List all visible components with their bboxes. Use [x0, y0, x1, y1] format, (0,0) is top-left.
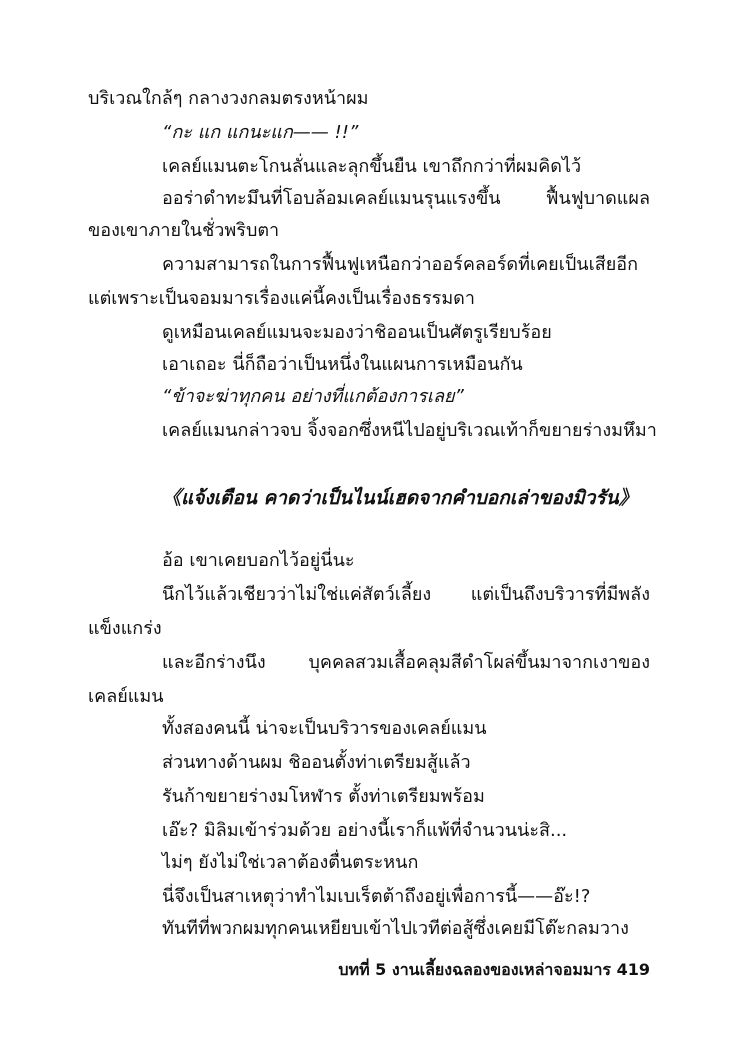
text-line: ทั้งสองคนนี้ น่าจะเป็นบริวารของเคลย์แมน — [162, 718, 487, 739]
page-footer: บทที่ 5 งานเลี้ยงฉลองของเหล่าจอมมาร 419 — [338, 960, 650, 979]
text-line: เอาเถอะ นี่ก็ถือว่าเป็นหนึ่งในแผนการเหมือนกัน — [162, 354, 523, 375]
text-line: อ้อ เขาเคยบอกไว้อยู่นี่นะ — [162, 550, 355, 571]
text-line: และอีกร่างนึง บุคคลสวมเสื้อคลุมสีดำโผล่ขึ้นมาจากเงาของ — [162, 652, 650, 673]
text-line: รันก้าขยายร่างมโหฬาร ตั้งท่าเตรียมพร้อม — [162, 786, 485, 807]
text-line: นี่จึงเป็นสาเหตุว่าทำไมเบเร็ตต้าถึงอยู่เพื่อการนี้——อ๊ะ!? — [162, 886, 591, 907]
text-line: ดูเหมือนเคลย์แมนจะมองว่าชิออนเป็นศัตรูเรียบร้อย — [162, 322, 552, 343]
system-notice-heading: 《แจ้งเตือน คาดว่าเป็นไนน์เฮดจากคำบอกเล่าของมิวรัน》 — [162, 487, 638, 509]
text-line: เคลย์แมน — [88, 686, 164, 707]
text-line: แข็งแกร่ง — [88, 618, 162, 639]
text-line: ทันทีที่พวกผมทุกคนเหยียบเข้าไปเวทีต่อสู้ซึ่งเคยมีโต๊ะกลมวาง — [162, 918, 629, 939]
text-line: ความสามารถในการฟื้นฟูเหนือกว่าออร์คลอร์ดที่เคยเป็นเสียอีก — [162, 254, 638, 275]
dialogue-line: “ข้าจะฆ่าทุกคน อย่างที่แกต้องการเลย” — [162, 386, 464, 407]
text-line: ส่วนทางด้านผม ชิออนตั้งท่าเตรียมสู้แล้ว — [162, 752, 471, 773]
text-line: ไม่ๆ ยังไม่ใช่เวลาต้องตื่นตระหนก — [162, 852, 419, 873]
text-line: แต่เพราะเป็นจอมมารเรื่องแค่นี้คงเป็นเรื่องธรรมดา — [88, 288, 475, 309]
text-line: เอ๊ะ? มิลิมเข้าร่วมด้วย อย่างนี้เราก็แพ้ที่จำนวนน่ะสิ... — [162, 820, 568, 841]
dialogue-line: “กะ แก แกนะแก—— !!” — [162, 122, 359, 143]
text-line: ออร่าดำทะมึนที่โอบล้อมเคลย์แมนรุนแรงขึ้น ฟื้นฟูบาดแผล — [162, 188, 650, 209]
text-line: นึกไว้แล้วเชียวว่าไม่ใช่แค่สัตว์เลี้ยง แต่เป็นถึงบริวารที่มีพลัง — [162, 584, 650, 605]
text-line: ของเขาภายในชั่วพริบตา — [88, 220, 280, 241]
text-line: เคลย์แมนกล่าวจบ จิ้งจอกซึ่งหนีไปอยู่บริเวณเท้าก็ขยายร่างมหึมา — [162, 420, 657, 441]
text-line: บริเวณใกล้ๆ กลางวงกลมตรงหน้าผม — [88, 88, 369, 109]
text-line: เคลย์แมนตะโกนลั่นและลุกขึ้นยืน เขาถึกกว่าที่ผมคิดไว้ — [162, 156, 582, 177]
